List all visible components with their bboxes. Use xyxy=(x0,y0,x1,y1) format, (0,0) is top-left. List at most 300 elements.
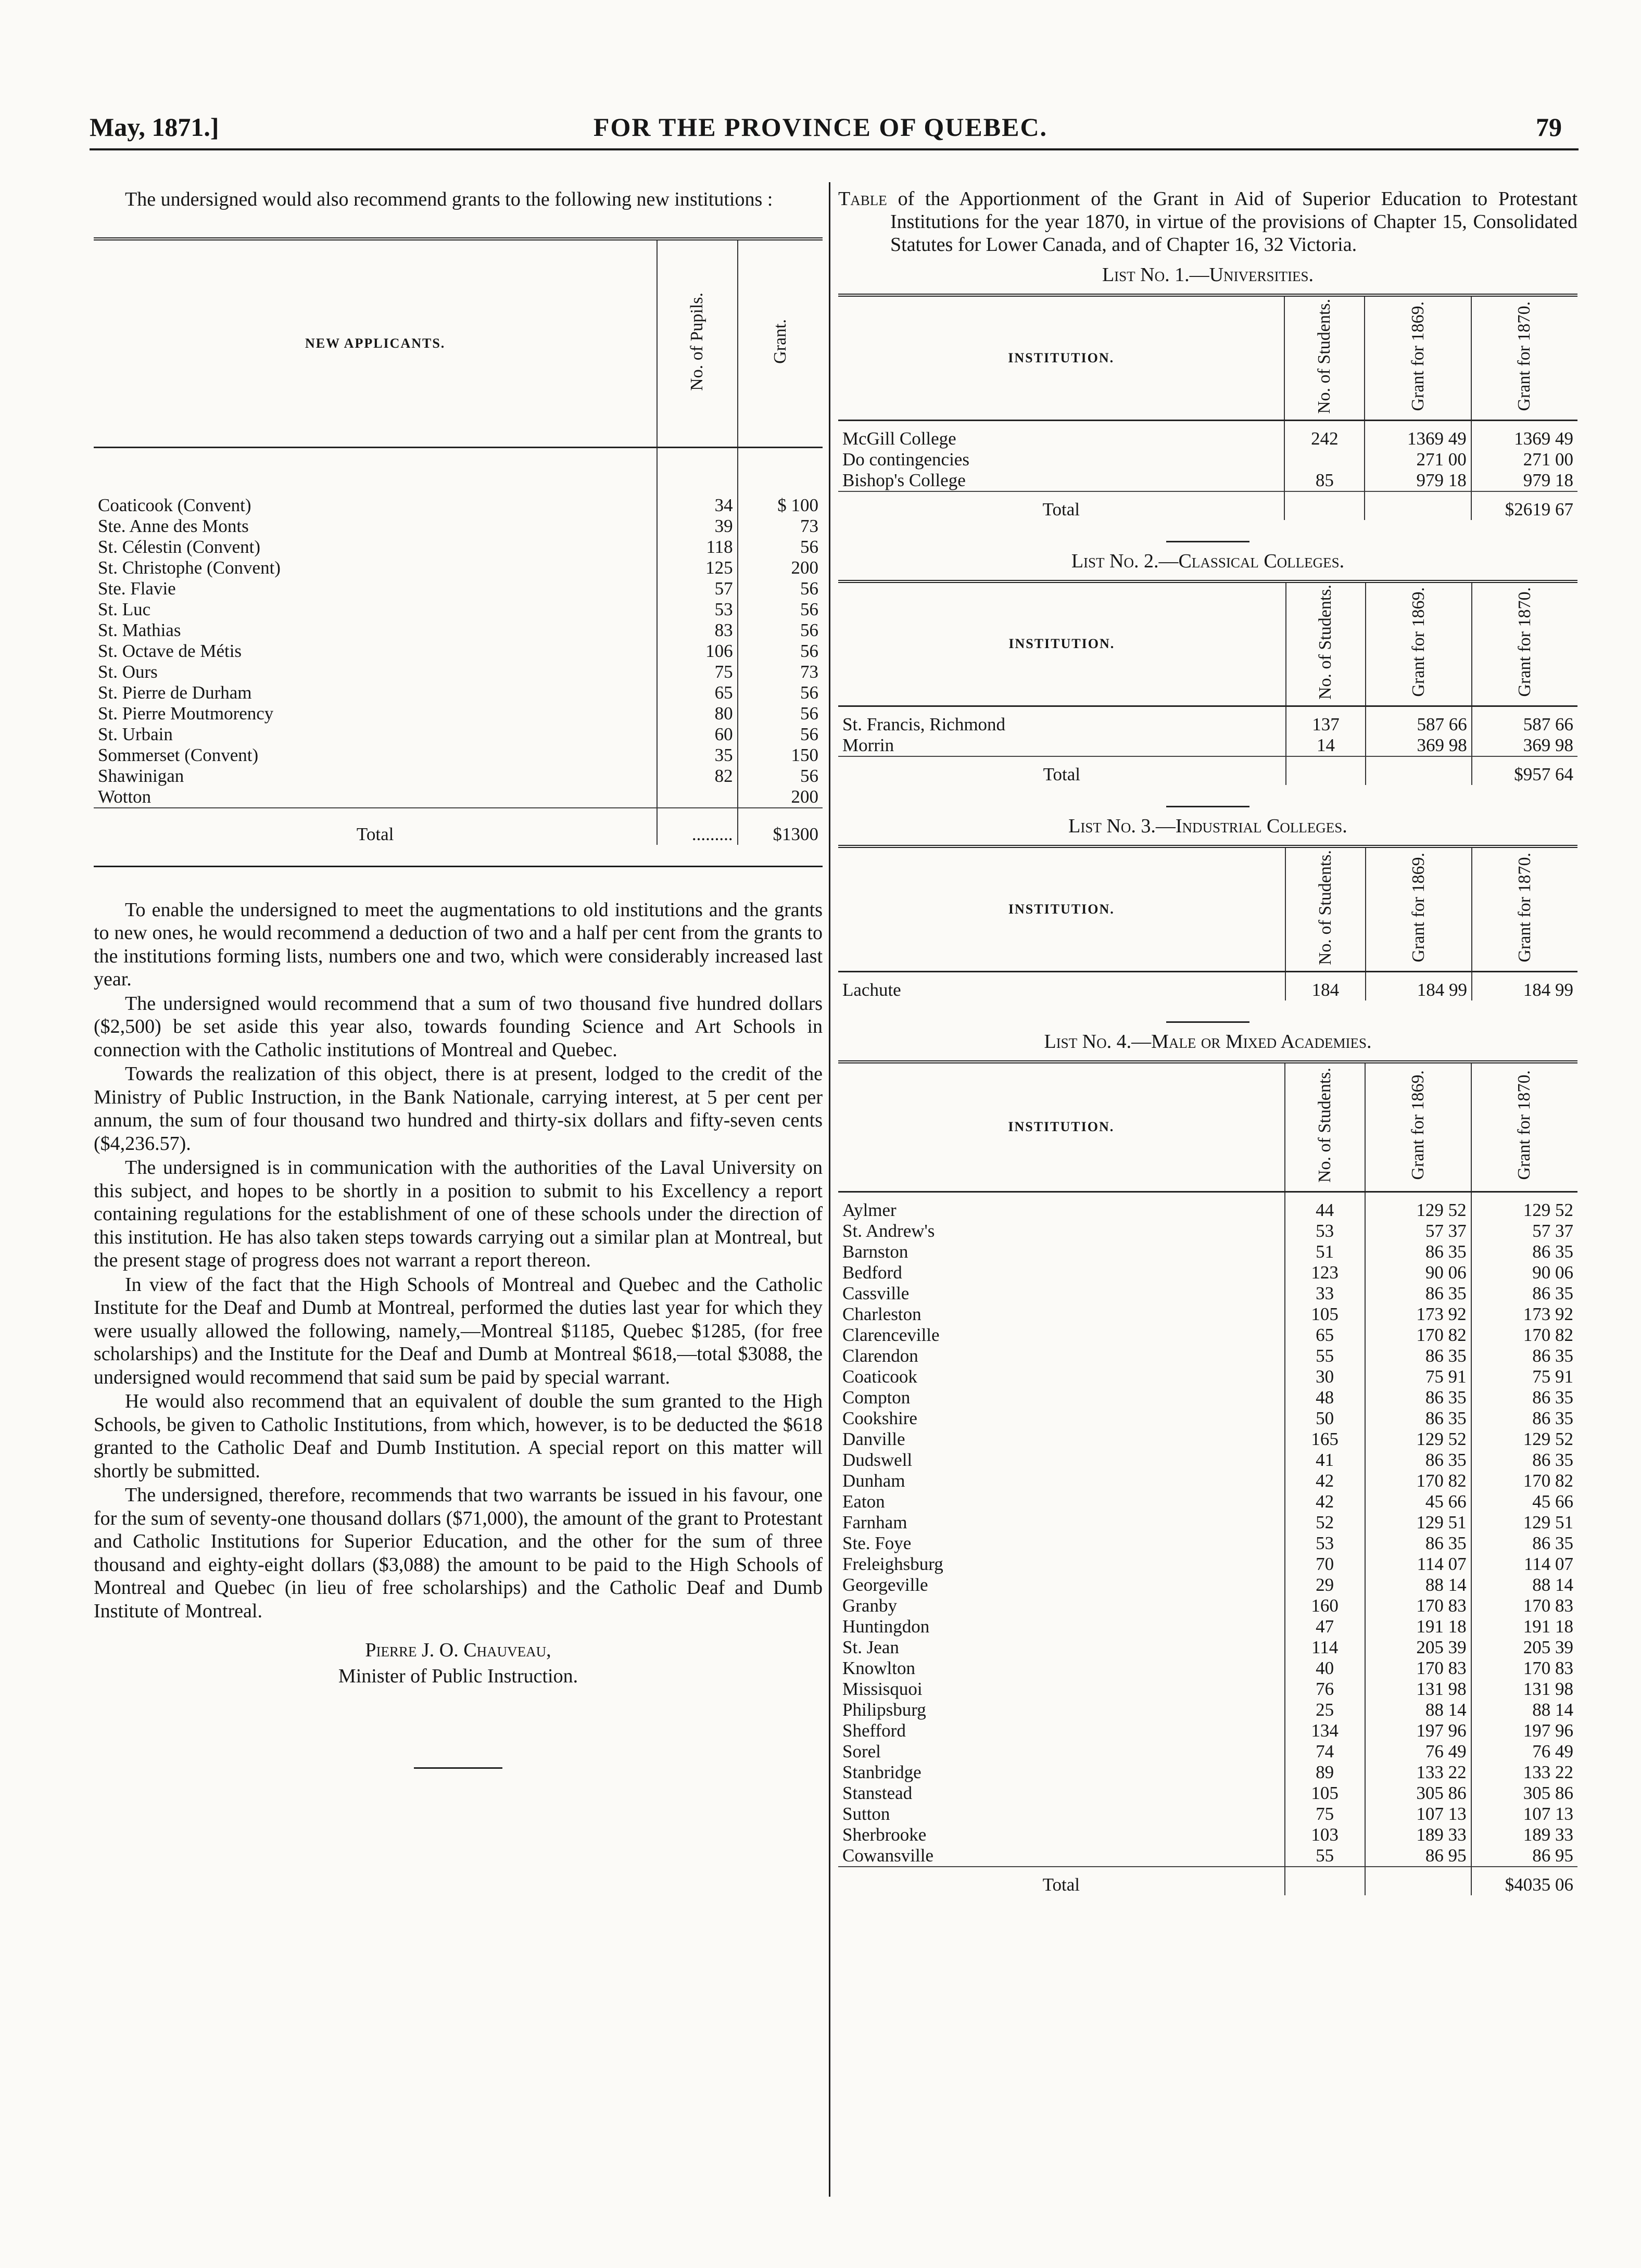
grant-1869: 369 98 xyxy=(1366,735,1471,756)
list2-table xyxy=(838,580,1577,785)
table-row xyxy=(838,1512,1577,1533)
table-row xyxy=(838,1595,1577,1616)
grant-1870: 114 07 xyxy=(1471,1554,1577,1575)
list1-title: List No. 1.—Universities. xyxy=(1102,264,1314,286)
institution-name: Shefford xyxy=(842,1720,906,1741)
grant-1869: 170 82 xyxy=(1365,1471,1471,1491)
students-count: 55 xyxy=(1285,1845,1365,1867)
applicant-name: Ste. Flavie xyxy=(98,578,176,599)
applicant-grant: 200 xyxy=(738,787,823,808)
applicant-name: Shawinigan xyxy=(98,765,184,786)
table-row xyxy=(838,1824,1577,1845)
table-row xyxy=(838,1221,1577,1241)
students-count: 51 xyxy=(1285,1241,1365,1262)
students-count: 70 xyxy=(1285,1554,1365,1575)
institution-name: Lachute xyxy=(842,979,901,1000)
new-institutions-intro: The undersigned would also recommend grants to the following new institutions : xyxy=(125,188,773,210)
students-count: 103 xyxy=(1285,1824,1365,1845)
total-row xyxy=(838,491,1577,520)
page-number: 79 xyxy=(1536,112,1562,142)
grant-1870: 189 33 xyxy=(1471,1824,1577,1845)
table-row xyxy=(94,516,823,537)
institution-name: Farnham xyxy=(842,1512,907,1532)
grant-1869: 133 22 xyxy=(1365,1762,1471,1783)
table-row xyxy=(838,1533,1577,1554)
applicant-pupils: 57 xyxy=(657,578,737,599)
right-column xyxy=(838,187,1577,1895)
grant-1869: 184 99 xyxy=(1366,971,1472,1000)
total-1870: $4035 06 xyxy=(1471,1867,1577,1895)
grant-1870: 86 35 xyxy=(1471,1241,1577,1262)
col-grant-1870-label: Grant for 1870. xyxy=(1514,301,1534,411)
students-count: 33 xyxy=(1285,1283,1365,1304)
body-paragraph: Towards the realization of this object, there is at present, lodged to the credit of the Ministry of Public Instruction, in the Bank Nationale, carrying interest, at 5 per cent per annum, the sum of four thousand two hundred and thirty-six dollars and fifty-seven cents ($4,236.57). xyxy=(94,1063,823,1155)
applicant-grant: 73 xyxy=(738,516,823,537)
applicant-grant: 56 xyxy=(738,766,823,787)
table-row xyxy=(838,1325,1577,1346)
students-count: 76 xyxy=(1285,1679,1365,1700)
table-row xyxy=(94,447,823,516)
total-1870: $2619 67 xyxy=(1471,491,1577,520)
institution-name: Cassville xyxy=(842,1283,910,1303)
students-count: 44 xyxy=(1285,1192,1365,1221)
grant-1869: 45 66 xyxy=(1365,1491,1471,1512)
students-count: 40 xyxy=(1285,1658,1365,1679)
institution-name: Knowlton xyxy=(842,1658,915,1678)
students-count: 134 xyxy=(1285,1720,1365,1741)
grant-1869: 88 14 xyxy=(1365,1575,1471,1595)
applicant-name: Ste. Anne des Monts xyxy=(98,515,249,536)
applicant-pupils: 83 xyxy=(657,620,737,641)
signature-name: Pierre J. O. Chauveau, xyxy=(365,1639,551,1661)
institution-name: Clarendon xyxy=(842,1346,918,1366)
list1-body xyxy=(838,420,1577,520)
institution-name: Sutton xyxy=(842,1804,890,1824)
applicant-grant: 200 xyxy=(738,558,823,578)
col-students xyxy=(1285,846,1366,971)
col-institution: INSTITUTION. xyxy=(838,1062,1285,1192)
table-row xyxy=(838,735,1577,756)
students-count: 105 xyxy=(1285,1304,1365,1325)
body-paragraph: The undersigned would recommend that a sum of two thousand five hundred dollars ($2,500) be set aside this year also, towards founding Science and Art Schools in connection with the Catholic institutions of Montreal and Quebec. xyxy=(94,992,823,1061)
applicant-pupils: 80 xyxy=(657,703,737,724)
applicant-name: Wotton xyxy=(98,786,152,807)
institution-name: Do contingencies xyxy=(842,449,969,470)
col-grant-1870-label: Grant for 1870. xyxy=(1514,1070,1534,1181)
students-count: 53 xyxy=(1285,1533,1365,1554)
students-count: 42 xyxy=(1285,1471,1365,1491)
students-count: 75 xyxy=(1285,1804,1365,1824)
col-grant-1869-label: Grant for 1869. xyxy=(1409,587,1429,698)
grant-1869: 170 83 xyxy=(1365,1658,1471,1679)
table-end-rule xyxy=(94,866,823,867)
students-count: 48 xyxy=(1285,1387,1365,1408)
col-students xyxy=(1284,295,1365,420)
grant-1870: 205 39 xyxy=(1471,1637,1577,1658)
left-column xyxy=(94,187,823,1769)
grant-1870: 170 83 xyxy=(1471,1658,1577,1679)
institution-name: Morrin xyxy=(842,735,894,755)
grant-1870: 86 35 xyxy=(1471,1283,1577,1304)
total-pupils: ......... xyxy=(657,808,737,845)
students-count xyxy=(1284,449,1365,470)
list3-body xyxy=(838,971,1577,1000)
body-paragraph: In view of the fact that the High Schools of Montreal and Quebec and the Catholic Institute for the Deaf and Dumb at Montreal, performed the duties last year for which they were usually allowed the following, namely,—Montreal $1185, Quebec $1285, (for free scholarships) and the Institute for the Deaf and Dumb at Montreal $618,—total $3088, the undersigned would recommend that said sum be paid by special warrant. xyxy=(94,1273,823,1388)
students-count: 242 xyxy=(1284,420,1365,449)
list4-table xyxy=(838,1060,1577,1896)
applicant-pupils: 65 xyxy=(657,682,737,703)
applicant-grant: $ 100 xyxy=(738,447,823,516)
grant-1869: 271 00 xyxy=(1365,449,1471,470)
running-head-date: May, 1871.] xyxy=(90,112,219,142)
grant-1870: 1369 49 xyxy=(1471,420,1577,449)
total-label: Total xyxy=(838,756,1286,785)
grant-1869: 86 35 xyxy=(1365,1533,1471,1554)
table-row xyxy=(838,1491,1577,1512)
body-paragraph: The undersigned is in communication with the authorities of the Laval University on this subject, and hopes to be shortly in a position to submit to his Excellency a report containing regulations for the establishment of one of these schools under the direction of this institution. He has also taken steps towards carrying out a similar plan at Montreal, but the present stage of progress does not warrant a report thereon. xyxy=(94,1157,823,1271)
applicant-grant: 56 xyxy=(738,703,823,724)
col-grant-1870 xyxy=(1472,846,1577,971)
list2-title: List No. 2.—Classical Colleges. xyxy=(1071,550,1345,572)
applicant-grant: 56 xyxy=(738,641,823,662)
grant-1869: 170 83 xyxy=(1365,1595,1471,1616)
list3-title: List No. 3.—Industrial Colleges. xyxy=(1068,815,1347,837)
students-count: 137 xyxy=(1286,706,1366,736)
grant-1870: 305 86 xyxy=(1471,1783,1577,1804)
grant-1870: 369 98 xyxy=(1472,735,1577,756)
applicant-pupils: 34 xyxy=(657,447,737,516)
col-students-label: No. of Students. xyxy=(1316,585,1335,700)
institution-name: Coaticook xyxy=(842,1366,917,1387)
applicant-grant: 150 xyxy=(738,745,823,766)
total-label: Total xyxy=(838,491,1284,520)
students-count: 52 xyxy=(1285,1512,1365,1533)
applicant-grant: 56 xyxy=(738,724,823,745)
students-count: 85 xyxy=(1284,470,1365,491)
table-row xyxy=(94,537,823,558)
institution-name: Sorel xyxy=(842,1741,881,1762)
students-count: 184 xyxy=(1285,971,1366,1000)
table-row xyxy=(838,1658,1577,1679)
students-count: 29 xyxy=(1285,1575,1365,1595)
applicant-pupils: 125 xyxy=(657,558,737,578)
table-row xyxy=(838,1616,1577,1637)
institution-name: Charleston xyxy=(842,1304,922,1324)
institution-name: Danville xyxy=(842,1429,905,1449)
col-grant-1869 xyxy=(1366,846,1472,971)
applicant-pupils: 35 xyxy=(657,745,737,766)
applicant-name: Coaticook (Convent) xyxy=(98,495,251,515)
total-1869 xyxy=(1365,491,1471,520)
column-divider xyxy=(829,182,830,2197)
students-count: 114 xyxy=(1285,1637,1365,1658)
table-row xyxy=(94,641,823,662)
total-label: Total xyxy=(94,808,657,845)
students-count: 50 xyxy=(1285,1408,1365,1429)
students-count: 65 xyxy=(1285,1325,1365,1346)
applicant-name: St. Pierre de Durham xyxy=(98,682,252,703)
institution-name: Missisquoi xyxy=(842,1679,923,1699)
grant-1869: 205 39 xyxy=(1365,1637,1471,1658)
table-row xyxy=(838,1429,1577,1450)
applicant-grant: 56 xyxy=(738,620,823,641)
institution-name: Georgeville xyxy=(842,1575,928,1595)
table-row xyxy=(838,1783,1577,1804)
col-no-of-pupils-label: No. of Pupils. xyxy=(687,292,707,391)
applicant-grant: 56 xyxy=(738,578,823,599)
grant-1869: 86 35 xyxy=(1365,1241,1471,1262)
list1-head xyxy=(838,295,1577,420)
col-institution: INSTITUTION. xyxy=(838,846,1285,971)
institution-name: Dunham xyxy=(842,1471,905,1491)
grant-1870: 90 06 xyxy=(1471,1262,1577,1283)
grant-1869: 57 37 xyxy=(1365,1221,1471,1241)
table-caption-lead: Table xyxy=(838,188,887,210)
body-paragraph: The undersigned, therefore, recommends that two warrants be issued in his favour, one for the sum of seventy-one thousand dollars ($71,000), the amount of the grant to Protestant and Catholic Institutions for Superior Education, and the other for the sum of three thousand and eighty-eight dollars ($3,088) the amount to be paid to the High Schools of Montreal and Quebec (in lieu of free scholarships) and the Catholic Deaf and Dumb Institute of Montreal. xyxy=(94,1484,823,1622)
applicant-pupils: 82 xyxy=(657,766,737,787)
list3-end-rule xyxy=(1166,1021,1249,1023)
total-row xyxy=(838,1867,1577,1895)
grant-1869: 86 35 xyxy=(1365,1408,1471,1429)
grant-1869: 189 33 xyxy=(1365,1824,1471,1845)
institution-name: Bishop's College xyxy=(842,470,966,490)
applicant-pupils: 39 xyxy=(657,516,737,537)
grant-1870: 191 18 xyxy=(1471,1616,1577,1637)
col-grant-1870-label: Grant for 1870. xyxy=(1514,587,1534,698)
institution-name: Cowansville xyxy=(842,1845,933,1866)
col-grant-1870-label: Grant for 1870. xyxy=(1514,852,1534,962)
col-new-applicants: NEW APPLICANTS. xyxy=(94,239,657,447)
total-1869 xyxy=(1365,1867,1471,1895)
list2-head xyxy=(838,581,1577,706)
institution-name: Ste. Foye xyxy=(842,1533,912,1553)
grant-1869: 86 35 xyxy=(1365,1283,1471,1304)
institution-name: St. Andrew's xyxy=(842,1221,935,1241)
col-no-of-pupils xyxy=(657,239,737,447)
grant-1870: 170 83 xyxy=(1471,1595,1577,1616)
new-applicants-body xyxy=(94,447,823,845)
grant-1870: 45 66 xyxy=(1471,1491,1577,1512)
col-grant-1869-label: Grant for 1869. xyxy=(1408,852,1428,962)
applicant-name: St. Pierre Moutmorency xyxy=(98,703,274,724)
applicant-name: St. Célestin (Convent) xyxy=(98,536,261,557)
applicant-name: St. Urbain xyxy=(98,724,173,744)
table-row xyxy=(94,662,823,682)
institution-name: McGill College xyxy=(842,428,956,449)
grant-1870: 184 99 xyxy=(1472,971,1577,1000)
body-paragraph: He would also recommend that an equivalent of double the sum granted to the High Schools, be given to Catholic Institutions, from which, however, is to be deducted the $618 granted to the Catholic Deaf and Dumb Institution. A special report on this matter will shortly be submitted. xyxy=(94,1390,823,1482)
col-institution: INSTITUTION. xyxy=(838,295,1284,420)
applicant-pupils: 106 xyxy=(657,641,737,662)
col-grant-1870 xyxy=(1471,1062,1577,1192)
students-count: 160 xyxy=(1285,1595,1365,1616)
grant-1869: 191 18 xyxy=(1365,1616,1471,1637)
table-row xyxy=(94,766,823,787)
grant-1869: 86 35 xyxy=(1365,1387,1471,1408)
table-row xyxy=(838,706,1577,736)
students-count: 42 xyxy=(1285,1491,1365,1512)
grant-1870: 88 14 xyxy=(1471,1700,1577,1720)
table-row xyxy=(94,682,823,703)
signature-title: Minister of Public Instruction. xyxy=(338,1665,578,1687)
applicant-name: St. Luc xyxy=(98,599,151,619)
table-row xyxy=(838,1845,1577,1867)
table-row xyxy=(838,1741,1577,1762)
table-row xyxy=(838,1346,1577,1366)
students-count: 55 xyxy=(1285,1346,1365,1366)
students-count: 25 xyxy=(1285,1700,1365,1720)
total-label: Total xyxy=(838,1867,1285,1895)
grant-1870: 86 35 xyxy=(1471,1533,1577,1554)
table-row xyxy=(838,420,1577,449)
grant-1869: 131 98 xyxy=(1365,1679,1471,1700)
total-row xyxy=(838,756,1577,785)
institution-name: Granby xyxy=(842,1595,897,1616)
applicant-name: St. Mathias xyxy=(98,619,181,640)
institution-name: Stanbridge xyxy=(842,1762,922,1782)
table-row xyxy=(94,703,823,724)
grant-1869: 170 82 xyxy=(1365,1325,1471,1346)
grant-1870: 170 82 xyxy=(1471,1471,1577,1491)
table-row xyxy=(838,1450,1577,1471)
new-applicants-table xyxy=(94,237,823,845)
col-grant-1869 xyxy=(1365,1062,1471,1192)
table-row xyxy=(838,1387,1577,1408)
list2-end-rule xyxy=(1166,806,1249,807)
header-rule xyxy=(90,148,1579,150)
col-grant-1869-label: Grant for 1869. xyxy=(1408,301,1428,411)
students-count: 123 xyxy=(1285,1262,1365,1283)
table-row xyxy=(838,1471,1577,1491)
grant-1869: 1369 49 xyxy=(1365,420,1471,449)
grant-1870: 173 92 xyxy=(1471,1304,1577,1325)
institution-name: St. Jean xyxy=(842,1637,899,1657)
col-grant-1869 xyxy=(1366,581,1471,706)
grant-1869: 305 86 xyxy=(1365,1783,1471,1804)
applicant-name: St. Octave de Métis xyxy=(98,640,242,661)
list1-end-rule xyxy=(1166,541,1249,542)
applicant-name: Sommerset (Convent) xyxy=(98,744,259,765)
grant-1870: 86 35 xyxy=(1471,1387,1577,1408)
applicant-grant: 56 xyxy=(738,537,823,558)
list1-table xyxy=(838,294,1577,520)
table-row xyxy=(838,1192,1577,1221)
grant-1870: 88 14 xyxy=(1471,1575,1577,1595)
students-count: 30 xyxy=(1285,1366,1365,1387)
students-count: 53 xyxy=(1285,1221,1365,1241)
table-row xyxy=(94,599,823,620)
institution-name: Aylmer xyxy=(842,1200,897,1220)
grant-1870: 76 49 xyxy=(1471,1741,1577,1762)
students-count: 41 xyxy=(1285,1450,1365,1471)
grant-1869: 114 07 xyxy=(1365,1554,1471,1575)
grant-1870: 197 96 xyxy=(1471,1720,1577,1741)
table-row xyxy=(838,1637,1577,1658)
grant-1869: 173 92 xyxy=(1365,1304,1471,1325)
institution-name: Eaton xyxy=(842,1491,885,1512)
grant-1869: 86 95 xyxy=(1365,1845,1471,1867)
grant-1870: 75 91 xyxy=(1471,1366,1577,1387)
institution-name: Huntingdon xyxy=(842,1616,930,1637)
students-count: 165 xyxy=(1285,1429,1365,1450)
col-students xyxy=(1286,581,1366,706)
table-row xyxy=(94,558,823,578)
institution-name: Dudswell xyxy=(842,1450,913,1470)
table-caption xyxy=(838,187,1577,256)
grant-1869: 75 91 xyxy=(1365,1366,1471,1387)
table-row xyxy=(838,1700,1577,1720)
col-institution: INSTITUTION. xyxy=(838,581,1286,706)
institution-name: Barnston xyxy=(842,1241,908,1262)
applicant-grant: 56 xyxy=(738,599,823,620)
table-row xyxy=(838,1366,1577,1387)
institution-name: Philipsburg xyxy=(842,1700,926,1720)
total-students xyxy=(1286,756,1366,785)
grant-1870: 271 00 xyxy=(1471,449,1577,470)
grant-1869: 129 52 xyxy=(1365,1192,1471,1221)
grant-1870: 587 66 xyxy=(1472,706,1577,736)
grant-1869: 88 14 xyxy=(1365,1700,1471,1720)
table-row xyxy=(838,1304,1577,1325)
grant-1869: 107 13 xyxy=(1365,1804,1471,1824)
institution-name: Clarenceville xyxy=(842,1325,940,1345)
students-count: 74 xyxy=(1285,1741,1365,1762)
applicant-grant: 73 xyxy=(738,662,823,682)
applicant-name: St. Ours xyxy=(98,661,158,682)
table-row xyxy=(94,745,823,766)
list3-head xyxy=(838,846,1577,971)
grant-1870: 129 52 xyxy=(1471,1429,1577,1450)
grant-1869: 86 35 xyxy=(1365,1346,1471,1366)
list2-body xyxy=(838,706,1577,785)
list4-body xyxy=(838,1192,1577,1896)
col-grant-label: Grant. xyxy=(770,319,790,364)
table-row xyxy=(838,1283,1577,1304)
list4-title: List No. 4.—Male or Mixed Academies. xyxy=(1044,1030,1372,1053)
institution-name: Compton xyxy=(842,1387,911,1408)
grant-1870: 86 95 xyxy=(1471,1845,1577,1867)
students-count: 47 xyxy=(1285,1616,1365,1637)
col-grant xyxy=(738,239,823,447)
table-row xyxy=(838,1408,1577,1429)
list4-head xyxy=(838,1062,1577,1192)
total-grant: $1300 xyxy=(738,808,823,845)
institution-name: St. Francis, Richmond xyxy=(842,714,1006,734)
institution-name: Cookshire xyxy=(842,1408,917,1428)
students-count: 105 xyxy=(1285,1783,1365,1804)
grant-1869: 90 06 xyxy=(1365,1262,1471,1283)
grant-1870: 107 13 xyxy=(1471,1804,1577,1824)
col-grant-1870 xyxy=(1472,581,1577,706)
total-row xyxy=(94,808,823,845)
list3-table xyxy=(838,845,1577,1000)
students-count: 89 xyxy=(1285,1762,1365,1783)
applicant-pupils: 75 xyxy=(657,662,737,682)
col-grant-1869-label: Grant for 1869. xyxy=(1408,1070,1428,1181)
running-head-title: FOR THE PROVINCE OF QUEBEC. xyxy=(593,112,1048,142)
grant-1870: 86 35 xyxy=(1471,1450,1577,1471)
table-caption-text: of the Apportionment of the Grant in Aid of Superior Education to Protestant Institutions for the year 1870, in virtue of the provisions of Chapter 15, Consolidated Statutes for Lower Canada, and of Chapter 16, 32 Victoria. xyxy=(890,188,1577,256)
table-row xyxy=(94,724,823,745)
students-count: 14 xyxy=(1286,735,1366,756)
applicant-grant: 56 xyxy=(738,682,823,703)
total-1869 xyxy=(1366,756,1471,785)
col-students-label: No. of Students. xyxy=(1315,850,1335,965)
table-row xyxy=(838,1575,1577,1595)
col-students-label: No. of Students. xyxy=(1315,298,1334,414)
grant-1870: 979 18 xyxy=(1471,470,1577,491)
applicant-pupils: 118 xyxy=(657,537,737,558)
